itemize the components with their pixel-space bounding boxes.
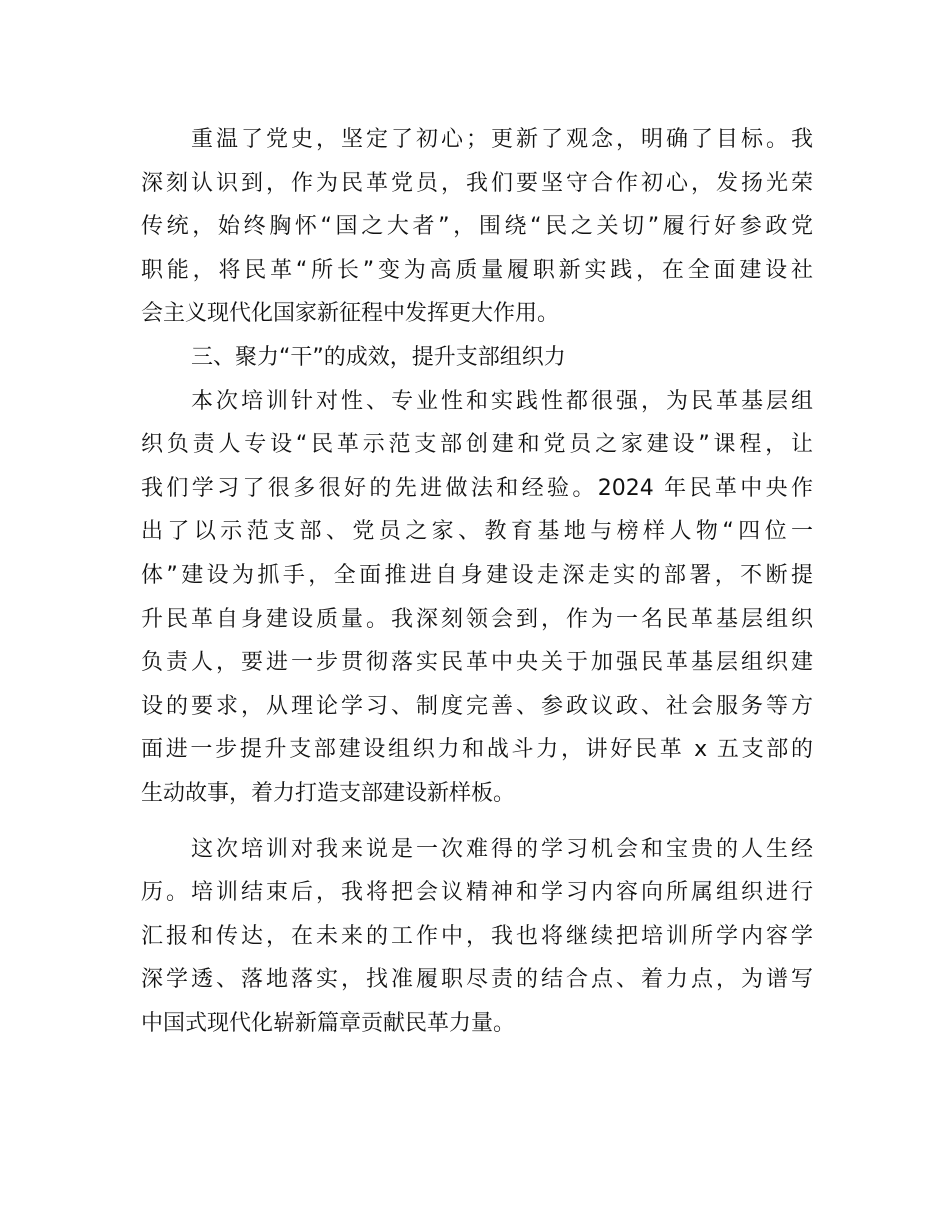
paragraph-line: 深刻认识到，作为民革党员，我们要坚守合作初心，发扬光荣 [141,170,813,196]
paragraph-line: 重温了党史，坚定了初心；更新了观念，明确了目标。我 [191,127,813,152]
paragraph-continuation [141,118,813,336]
paragraph-line: 体”建设为抓手，全面推进自身建设走深走实的部署，不断提 [141,562,813,588]
document-body [141,118,813,1045]
section-heading: 三、聚力“干”的成效，提升支部组织力 [191,344,566,370]
paragraph-line: 设的要求，从理论学习、制度完善、参政议政、社会服务等方 [141,693,813,719]
paragraph-line: 出了以示范支部、党员之家、教育基地与榜样人物“四位一 [141,519,813,545]
paragraph-line: 本次培训针对性、专业性和实践性都很强，为民革基层组 [191,388,813,414]
paragraph-line: 汇报和传达，在未来的工作中，我也将继续把培训所学内容学 [141,923,813,949]
paragraph-training [141,380,813,816]
paragraph-line: 深学透、落地落实，找准履职尽责的结合点、着力点，为谱写 [141,967,813,993]
paragraph-line: 中国式现代化崭新篇章贡献民革力量。 [141,1010,516,1036]
paragraph-line: 生动故事，着力打造支部建设新样板。 [141,780,516,806]
paragraph-line: 这次培训对我来说是一次难得的学习机会和宝贵的人生经 [191,836,813,862]
paragraph-spacer [141,816,813,828]
paragraph-line: 面进一步提升支部建设组织力和战斗力，讲好民革 x 五支部的 [141,737,813,763]
paragraph-line: 会主义现代化国家新征程中发挥更大作用。 [141,301,560,327]
paragraph-line: 职能，将民革“所长”变为高质量履职新实践，在全面建设社 [141,257,813,283]
paragraph-line: 我们学习了很多很好的先进做法和经验。2024 年民革中央作 [141,475,813,501]
paragraph-conclusion [141,828,813,1046]
paragraph-line: 负责人，要进一步贯彻落实民革中央关于加强民革基层组织建 [141,650,813,676]
paragraph-line: 传统，始终胸怀“国之大者”，围绕“民之关切”履行好参政党 [141,214,813,240]
paragraph-line: 历。培训结束后，我将把会议精神和学习内容向所属组织进行 [141,880,813,906]
paragraph-line: 升民革自身建设质量。我深刻领会到，作为一名民革基层组织 [141,606,813,632]
paragraph-line: 织负责人专设“民革示范支部创建和党员之家建设”课程，让 [141,432,813,458]
